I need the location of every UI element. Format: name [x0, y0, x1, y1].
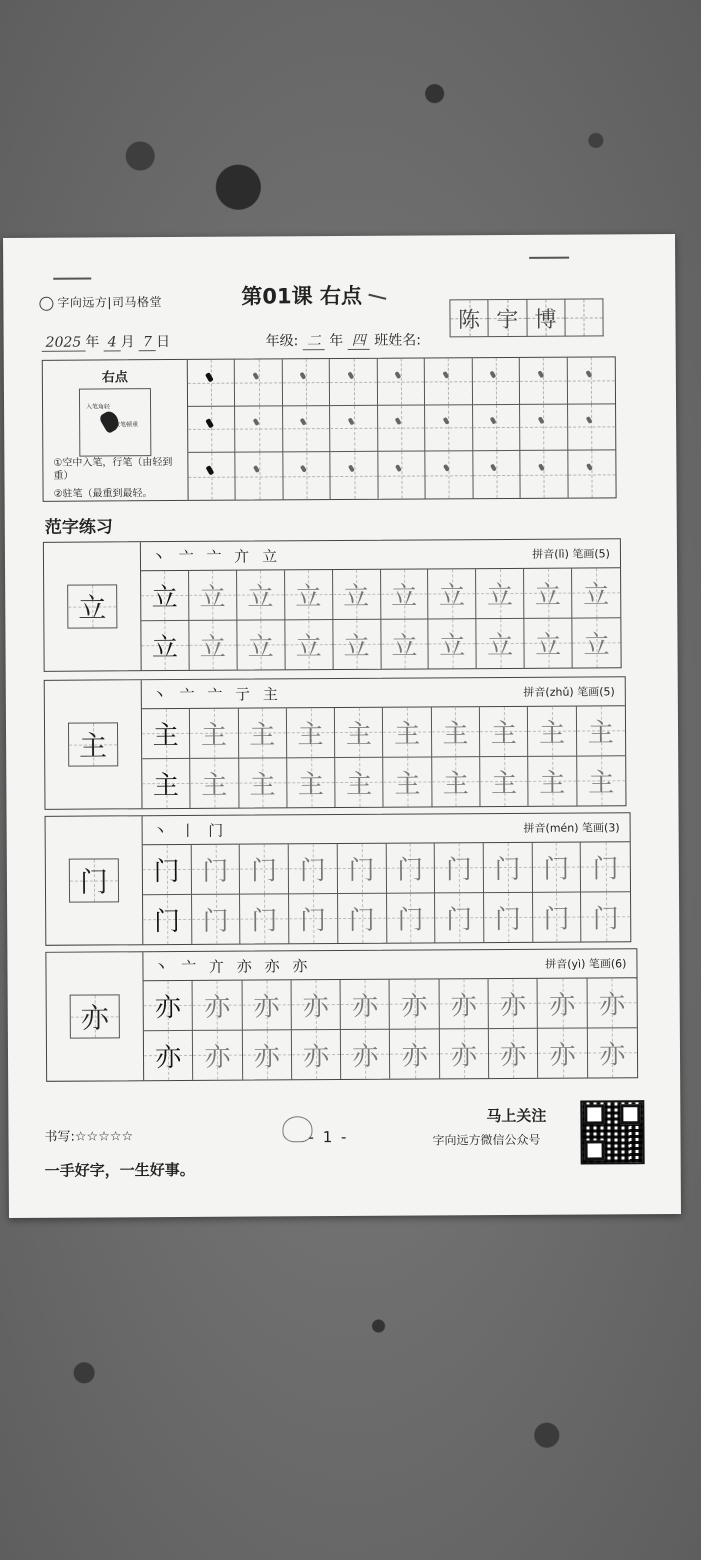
name-box [449, 298, 603, 337]
practice-grid [142, 706, 626, 808]
practice-cell [287, 708, 336, 758]
practice-cell [384, 757, 433, 807]
practice-cell [477, 618, 525, 668]
practice-cell [333, 619, 381, 669]
stroke-practice-cell [331, 452, 379, 499]
date-line [42, 331, 171, 352]
name-cell: 宇 [489, 299, 527, 337]
pinyin-stroke-count: 拼音(yì) 笔画(6) [545, 957, 627, 971]
stroke-practice-cell [378, 452, 426, 499]
practice-cell [335, 757, 384, 807]
practice-cell [237, 620, 285, 670]
stroke-practice-cell [568, 451, 616, 498]
practice-character: 门 [153, 906, 181, 937]
practice-character: 门 [494, 854, 521, 885]
practice-character: 主 [394, 769, 421, 800]
dot-stroke-icon [253, 465, 260, 473]
practice-character: 亦 [155, 1042, 182, 1073]
practice-cell [191, 845, 240, 895]
model-character-panel [46, 952, 144, 1081]
qr-code-icon [580, 1100, 644, 1164]
dot-stroke-icon [490, 417, 497, 425]
practice-character: 门 [300, 905, 327, 937]
practice-cell [525, 618, 573, 668]
dot-stroke-icon [442, 417, 449, 425]
practice-cell [480, 756, 529, 806]
practice-character: 主 [588, 768, 615, 799]
stroke-practice-cell [378, 405, 426, 452]
practice-cell [285, 570, 333, 620]
practice-character: 亦 [401, 1041, 428, 1072]
practice-cell [142, 758, 191, 808]
practice-character: 立 [534, 580, 561, 611]
practice-character: 亦 [549, 1040, 576, 1071]
practice-character: 门 [543, 904, 570, 935]
practice-character: 主 [345, 719, 372, 750]
stroke-practice-panel [42, 356, 617, 502]
stroke-practice-cell [520, 404, 568, 451]
practice-cell [484, 892, 533, 942]
practice-cell [439, 979, 489, 1029]
practice-character: 门 [494, 904, 522, 935]
practice-character: 门 [251, 906, 278, 937]
practice-cell [435, 843, 484, 893]
page-number: - 1 - [308, 1127, 349, 1147]
stroke-practice-cell [426, 452, 474, 499]
practice-cell [237, 570, 285, 620]
practice-character: 立 [247, 582, 274, 613]
practice-character: 立 [247, 632, 274, 663]
follow-label: 马上关注 [486, 1106, 547, 1126]
practice-cell [381, 619, 429, 669]
practice-cell [238, 708, 287, 758]
name-cell: 陈 [449, 299, 488, 337]
practice-cell [143, 845, 192, 895]
practice-character: 主 [587, 718, 614, 749]
name-cell [565, 298, 603, 336]
practice-cell [189, 571, 237, 621]
stroke-practice-cell [283, 452, 331, 499]
dot-stroke-icon [538, 464, 545, 472]
practice-cell [387, 893, 436, 943]
practice-character: 门 [348, 905, 375, 936]
practice-cell [239, 758, 288, 808]
practice-cell [381, 569, 429, 619]
practice-cell [524, 569, 572, 619]
practice-cell [338, 893, 387, 943]
stroke-practice-cell [235, 406, 283, 453]
name-label: 姓名: [388, 332, 421, 349]
section-title: 范字练习 [44, 517, 113, 538]
worksheet [3, 234, 681, 1218]
stroke-diagram [79, 388, 151, 456]
dot-stroke-icon [537, 370, 544, 378]
logo-text: 字向远方|司马格堂 [57, 295, 162, 310]
practice-character: 门 [202, 906, 229, 937]
practice-cell [240, 894, 289, 944]
practice-character: 立 [151, 582, 178, 613]
practice-cell [289, 844, 338, 894]
practice-character: 亦 [253, 1042, 280, 1073]
practice-cell [581, 892, 630, 942]
dot-stroke-icon [253, 418, 260, 426]
dot-stroke-icon [348, 418, 355, 426]
name-cell: 博 [527, 299, 565, 337]
logo-icon [39, 296, 53, 310]
practice-cell [335, 708, 384, 758]
practice-cell [341, 1029, 391, 1079]
dot-stroke-icon [585, 463, 592, 471]
practice-character: 亦 [204, 1042, 231, 1073]
stroke-explanation [43, 360, 189, 501]
stroke-order: 丶 丨 门 [152, 821, 228, 841]
stroke-practice-cell [283, 359, 331, 406]
practice-grid [144, 978, 638, 1080]
practice-character: 亦 [450, 990, 477, 1022]
practice-cell [386, 843, 435, 893]
dot-stroke-icon [300, 418, 307, 426]
dot-stroke-icon [395, 465, 402, 473]
practice-cell [190, 709, 239, 759]
stroke-practice-cell [473, 405, 521, 452]
stroke-practice-cell [520, 451, 568, 498]
dot-stroke-icon [442, 371, 449, 379]
practice-cell [572, 568, 620, 618]
practice-character: 立 [583, 630, 610, 661]
dot-stroke-icon [204, 372, 213, 382]
practice-cell [581, 842, 630, 892]
practice-area [141, 539, 621, 670]
stroke-practice-cell [188, 406, 236, 453]
practice-cell [432, 757, 481, 807]
practice-cell [289, 894, 338, 944]
dot-stroke-icon [252, 372, 259, 380]
practice-character: 门 [202, 856, 229, 887]
practice-cell [390, 979, 440, 1029]
practice-character: 亦 [302, 1041, 330, 1072]
model-character: 立 [67, 584, 117, 628]
dot-stroke-icon [585, 370, 592, 378]
practice-character: 主 [394, 719, 421, 750]
practice-cell [333, 570, 381, 620]
model-character-panel [44, 542, 142, 671]
practice-cell [489, 979, 539, 1029]
stroke-practice-cell [330, 359, 378, 406]
practice-character: 立 [199, 582, 226, 613]
stroke-practice-cell [520, 358, 568, 405]
practice-character: 立 [535, 630, 562, 661]
stroke-note-2: ②驻笔（最重到最轻。 [53, 488, 153, 500]
stroke-order-header [143, 949, 636, 981]
practice-character: 门 [299, 855, 326, 887]
stroke-practice-cell [473, 451, 521, 498]
practice-character: 门 [397, 855, 424, 886]
practice-cell [193, 981, 243, 1031]
stroke-order-header [143, 813, 630, 845]
practice-cell [390, 1029, 440, 1079]
practice-character: 门 [153, 856, 180, 887]
stroke-practice-cell [425, 358, 473, 405]
pinyin-stroke-count: 拼音(lì) 笔画(5) [532, 547, 610, 561]
practice-character: 立 [391, 581, 418, 612]
dot-stroke-icon [395, 418, 402, 426]
practice-cell [291, 980, 341, 1030]
practice-cell [240, 844, 289, 894]
practice-character: 立 [583, 580, 610, 611]
practice-character: 主 [249, 720, 276, 751]
practice-cell [189, 620, 237, 670]
practice-area [143, 949, 637, 1080]
practice-character: 亦 [154, 992, 181, 1023]
stroke-order-header [141, 539, 620, 571]
practice-cell [480, 707, 529, 757]
practice-cell [538, 979, 588, 1029]
model-character: 亦 [70, 994, 120, 1038]
dot-stroke-icon [490, 370, 497, 378]
practice-character: 门 [592, 904, 619, 935]
practice-character: 主 [442, 718, 469, 750]
stroke-name: 右点 [101, 370, 128, 386]
practice-character: 立 [391, 631, 418, 662]
practice-character: 门 [446, 904, 473, 936]
practice-cell [192, 894, 241, 944]
practice-character: 立 [486, 580, 514, 611]
practice-cell [429, 619, 477, 669]
grade-year-label: 年 [329, 332, 344, 350]
stroke-order: 丶 亠 亠 亍 主 [151, 685, 282, 705]
practice-character: 主 [490, 768, 518, 799]
practice-cell [532, 843, 581, 893]
practice-character: 立 [151, 632, 179, 663]
stroke-practice-cell [283, 406, 331, 453]
practice-character: 立 [438, 580, 466, 612]
practice-character: 主 [297, 769, 324, 801]
practice-character: 主 [539, 768, 566, 799]
stroke-practice-cell [330, 405, 378, 452]
practice-character: 立 [295, 631, 322, 663]
stroke-practice-cell [378, 358, 426, 405]
model-character-panel [45, 680, 143, 809]
practice-area [143, 813, 631, 944]
date-month-label: 月 [120, 334, 135, 351]
dot-stroke-icon [300, 465, 307, 473]
stroke-practice-cell [236, 453, 284, 500]
character-block [45, 948, 638, 1082]
top-right-mark [529, 257, 569, 259]
practice-character: 门 [592, 854, 619, 885]
practice-cell [341, 980, 391, 1030]
grade-value: 二 [303, 333, 325, 350]
practice-character: 立 [487, 630, 514, 661]
dot-stroke-icon [490, 464, 497, 472]
practice-character: 立 [199, 632, 226, 663]
practice-cell [538, 1028, 588, 1078]
practice-character: 门 [445, 854, 473, 886]
dot-stroke-icon [347, 371, 354, 379]
practice-cell [428, 569, 476, 619]
practice-cell [141, 620, 189, 670]
practice-cell [292, 1030, 342, 1080]
practice-cell [587, 978, 637, 1028]
wechat-account-label: 字向远方微信公众号 [432, 1132, 541, 1148]
motto: 一手好字，一生好事。 [44, 1160, 195, 1180]
date-day: 7 [139, 334, 156, 351]
practice-character: 主 [442, 768, 469, 800]
class-value: 四 [348, 333, 370, 350]
character-block [44, 676, 627, 810]
practice-cell [193, 1030, 243, 1080]
practice-cell [144, 1030, 194, 1080]
stroke-practice-grid [188, 357, 616, 500]
dot-stroke-icon [443, 464, 450, 472]
stroke-practice-cell [425, 405, 473, 452]
lesson-title [241, 280, 386, 311]
practice-character: 主 [490, 718, 517, 749]
practice-character: 主 [297, 719, 324, 751]
pinyin-stroke-count: 拼音(zhǔ) 笔画(5) [523, 685, 615, 699]
model-character: 主 [68, 722, 118, 766]
practice-character: 主 [538, 718, 566, 749]
practice-character: 门 [251, 856, 278, 887]
stroke-order-header [142, 677, 625, 709]
practice-character: 亦 [401, 991, 428, 1022]
top-left-mark [53, 278, 91, 280]
practice-cell [577, 756, 626, 806]
practice-character: 亦 [499, 990, 527, 1021]
dot-stroke-icon [300, 371, 307, 379]
practice-grid [143, 842, 631, 944]
model-character: 门 [69, 858, 119, 902]
date-day-label: 日 [155, 334, 171, 351]
practice-character: 主 [249, 770, 276, 801]
practice-cell [572, 618, 620, 668]
practice-cell [528, 707, 577, 757]
practice-cell [242, 980, 292, 1030]
character-block [43, 538, 622, 672]
writing-rating: 书写:☆☆☆☆☆ [44, 1129, 134, 1145]
practice-area [142, 677, 626, 808]
practice-character: 立 [439, 630, 466, 662]
stroke-practice-cell [568, 404, 616, 451]
practice-character: 主 [152, 720, 179, 751]
dot-stroke-icon [585, 416, 592, 424]
date-month: 4 [104, 334, 121, 351]
practice-character: 立 [343, 631, 370, 662]
grade-line [266, 330, 421, 351]
class-label: 班 [374, 332, 389, 349]
diagram-label-entry: 入笔角轻 [86, 403, 111, 411]
practice-cell [529, 756, 578, 806]
dot-stroke-icon [348, 465, 355, 473]
practice-character: 亦 [302, 991, 329, 1022]
lesson-title-text: 第01课 右点 [241, 283, 362, 309]
practice-character: 立 [295, 581, 322, 613]
grade-label: 年级: [265, 333, 299, 350]
practice-character: 亦 [599, 1040, 626, 1071]
practice-cell [533, 892, 582, 942]
stroke-order: 丶 亠 亠 亣 立 [150, 547, 282, 567]
practice-character: 亦 [352, 1041, 379, 1072]
stroke-note-1: ①空中入笔，行笔（由轻到重） [53, 457, 173, 482]
practice-cell [287, 758, 336, 808]
practice-character: 门 [397, 905, 424, 936]
practice-cell [338, 844, 387, 894]
practice-cell [285, 620, 333, 670]
date-year: 2025 [42, 335, 86, 352]
dot-stroke-icon [205, 466, 214, 476]
practice-cell [476, 569, 524, 619]
practice-cell [143, 894, 192, 944]
practice-character: 门 [543, 854, 570, 885]
character-block [45, 812, 632, 946]
practice-character: 主 [200, 720, 228, 751]
stroke-order: 丶 亠 亣 亦 亦 亦 [153, 957, 312, 977]
practice-cell [435, 893, 484, 943]
practice-character: 主 [346, 769, 373, 800]
stroke-practice-cell [235, 359, 283, 406]
practice-grid [141, 568, 621, 670]
practice-character: 亦 [351, 991, 379, 1022]
stroke-practice-cell [188, 453, 236, 500]
practice-cell [484, 843, 533, 893]
practice-cell [588, 1028, 638, 1078]
date-year-label: 年 [85, 334, 100, 351]
practice-character: 门 [348, 855, 375, 886]
practice-cell [144, 981, 194, 1031]
practice-cell [577, 706, 626, 756]
practice-cell [440, 1029, 490, 1079]
practice-cell [383, 707, 432, 757]
practice-cell [142, 709, 191, 759]
stroke-practice-cell [567, 357, 615, 404]
practice-character: 亦 [598, 990, 626, 1021]
brand-logo [39, 293, 162, 311]
dot-stroke-icon [395, 371, 402, 379]
practice-character: 亦 [500, 1040, 527, 1071]
practice-character: 立 [343, 581, 370, 612]
dot-stroke-icon [537, 417, 544, 425]
practice-cell [489, 1028, 539, 1078]
practice-character: 主 [152, 770, 180, 801]
model-character-panel [46, 816, 144, 945]
pinyin-stroke-count: 拼音(mén) 笔画(3) [523, 821, 620, 835]
stroke-practice-cell [188, 360, 236, 407]
practice-cell [432, 707, 481, 757]
practice-character: 亦 [450, 1040, 478, 1072]
stroke-practice-cell [472, 358, 520, 405]
practice-character: 主 [201, 770, 228, 801]
practice-cell [190, 758, 239, 808]
practice-cell [242, 1030, 292, 1080]
practice-character: 亦 [204, 992, 231, 1023]
practice-cell [141, 571, 189, 621]
diagram-label-exit: 收笔顿重 [114, 421, 139, 429]
practice-character: 亦 [253, 992, 280, 1023]
practice-character: 亦 [549, 990, 576, 1021]
dot-stroke-icon [205, 419, 214, 429]
stroke-tail-icon [368, 294, 386, 300]
